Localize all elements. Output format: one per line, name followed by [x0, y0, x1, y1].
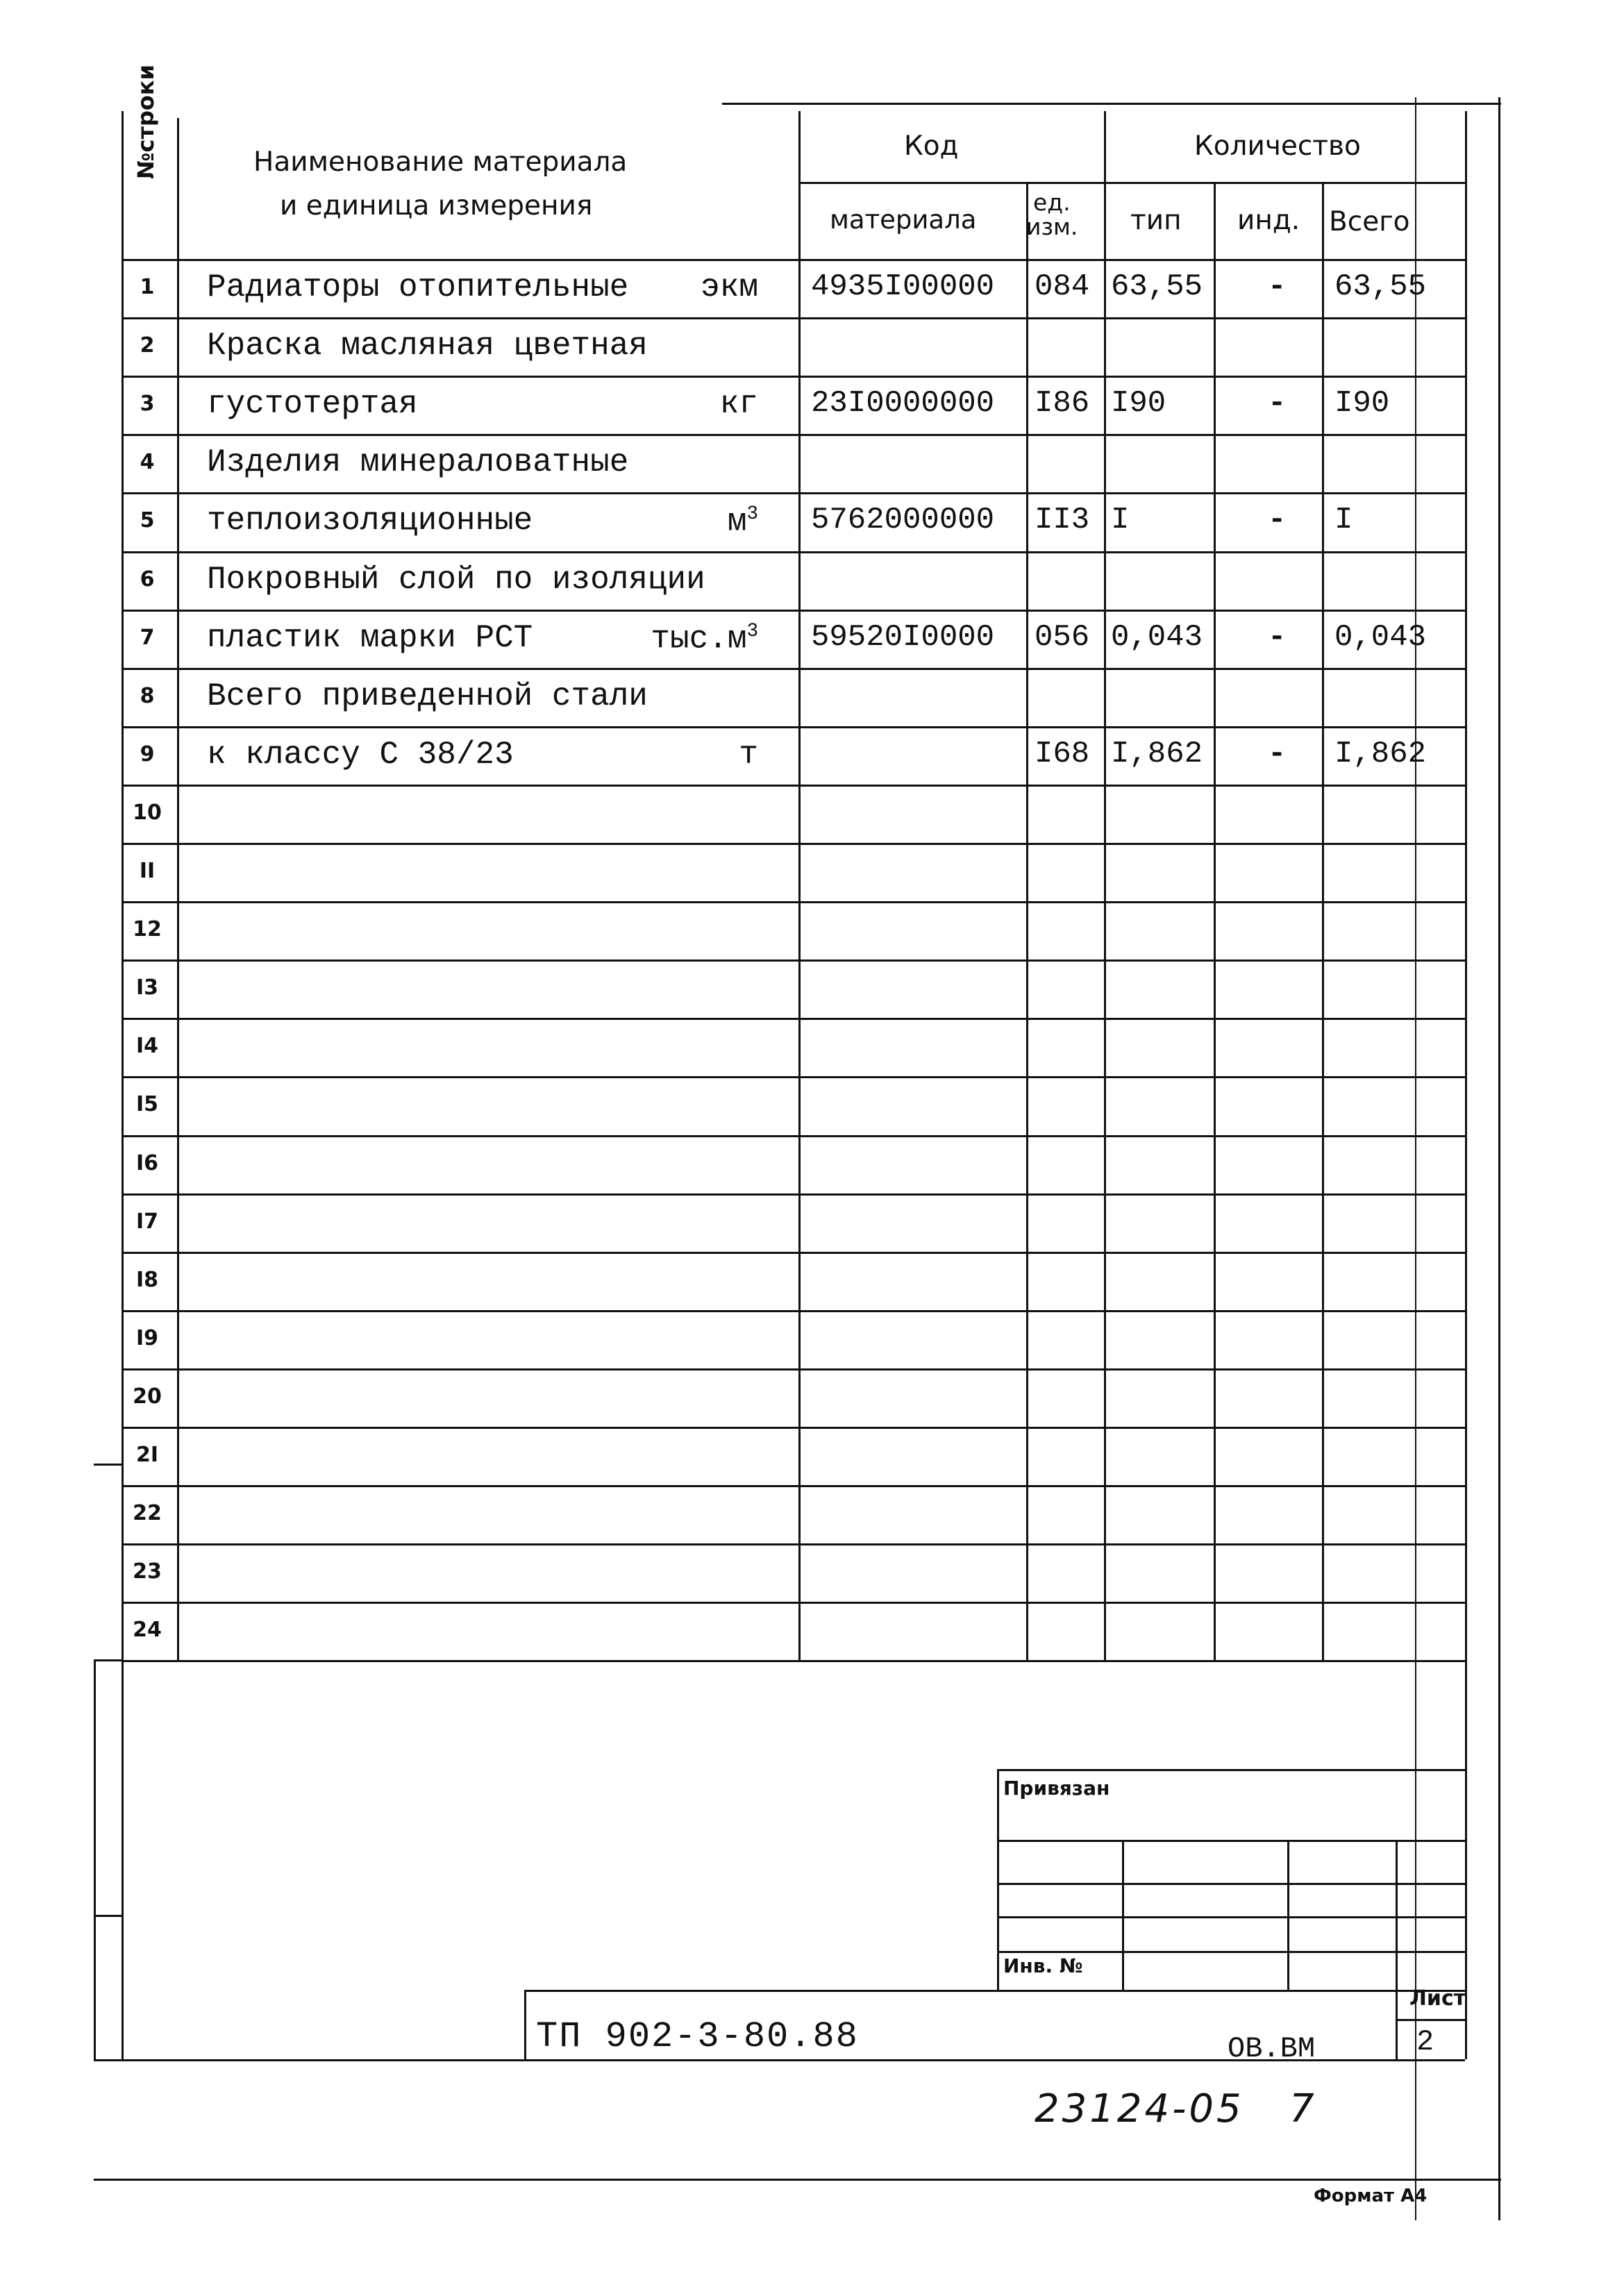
row-line [122, 1543, 1465, 1545]
row-number: 24 [133, 1618, 162, 1642]
unit-of-measure: кг [719, 386, 758, 422]
header-name-line1: Наименование материала [253, 146, 628, 178]
unit-of-measure: т [739, 737, 758, 773]
stamp-line [997, 1840, 1465, 1842]
stamp-title-left [524, 1990, 526, 2059]
col-line-unit [1026, 182, 1028, 1660]
qty-ind: - [1268, 620, 1287, 655]
row-number: 3 [140, 392, 155, 416]
frame-right-inner-line [1415, 97, 1416, 2220]
row-line [122, 843, 1465, 845]
row-number: I7 [135, 1209, 159, 1234]
row-line [122, 1485, 1465, 1487]
material-code: 5762000000 [811, 503, 995, 537]
header-name-line2: и единица измерения [280, 190, 593, 221]
col-line-code [798, 111, 801, 1660]
stamp-sheet-code: ОВ.ВМ [1228, 2032, 1316, 2065]
material-name: к классу С 38/23 [207, 737, 514, 773]
material-name: теплоизоляционные [207, 503, 533, 539]
row-number: 8 [140, 684, 155, 708]
row-number: 12 [133, 917, 162, 941]
stamp-top-line [997, 1769, 1465, 1771]
row-number: 20 [133, 1384, 162, 1409]
qty-total: I90 [1334, 386, 1390, 421]
col-line-qty [1104, 111, 1106, 1660]
qty-type: I [1111, 503, 1130, 537]
material-name: пластик марки РСТ [207, 620, 533, 656]
header-qty-ind: инд. [1237, 205, 1300, 236]
unit-of-measure: $м^3$ [727, 503, 758, 540]
unit-code: I68 [1035, 737, 1090, 771]
row-line [122, 726, 1465, 728]
frame-right-line [1498, 97, 1500, 2220]
material-name: Радиаторы отопительные [207, 269, 629, 305]
frame-left-line [122, 111, 124, 2059]
row-number: 23 [133, 1559, 162, 1584]
stamp-line [997, 1883, 1465, 1885]
header-quantity: Количество [1194, 131, 1361, 162]
row-number: I5 [135, 1092, 159, 1116]
unit-code: 056 [1035, 620, 1090, 655]
qty-type: 63,55 [1111, 269, 1203, 304]
qty-type: 0,043 [1111, 620, 1203, 655]
col-line-ind [1214, 182, 1216, 1660]
stamp-sheet-label: Лист [1409, 1986, 1466, 2011]
stamp-left-line [997, 1769, 999, 1991]
row-line [122, 901, 1465, 903]
row-line [122, 317, 1465, 319]
unit-of-measure: $тыс.м^3$ [651, 621, 758, 657]
row-line [122, 1368, 1465, 1371]
material-name: Изделия минераловатные [207, 444, 629, 480]
stamp-col [1122, 1840, 1124, 1991]
header-qty-type: тип [1130, 205, 1182, 236]
material-name: Краска масляная цветная [207, 328, 648, 364]
qty-type: I90 [1111, 386, 1166, 421]
stamp-line [997, 1951, 1465, 1953]
header-row-no: №строки [133, 64, 159, 179]
stamp-bound-label: Привязан [1003, 1777, 1110, 1800]
handwritten-number: 23124-05 7 [1035, 2086, 1317, 2131]
row-line [122, 1135, 1465, 1137]
row-line [122, 1018, 1465, 1020]
row-number: I8 [135, 1268, 159, 1292]
row-number: II [139, 859, 156, 883]
row-line [122, 551, 1465, 553]
row-number: I9 [135, 1326, 159, 1350]
header-code-material: материала [830, 205, 977, 235]
row-number: 10 [133, 801, 162, 825]
stamp-doc-code: ТП 902-3-80.88 [536, 2016, 859, 2057]
qty-type: I,862 [1111, 737, 1203, 771]
stamp-sheet-no: 2 [1416, 2025, 1434, 2059]
material-code: 23I0000000 [811, 386, 995, 421]
unit-code: I86 [1035, 386, 1090, 421]
qty-total: 63,55 [1334, 269, 1427, 304]
row-number: 4 [140, 450, 155, 474]
material-code: 4935I00000 [811, 269, 995, 304]
row-line [122, 1193, 1465, 1196]
unit-of-measure: экм [701, 269, 758, 305]
row-line [122, 434, 1465, 436]
row-number: I3 [135, 975, 159, 1000]
row-number: I6 [135, 1151, 159, 1175]
row-line [122, 1076, 1465, 1078]
qty-total: 0,043 [1334, 620, 1427, 655]
margin-mark [94, 1915, 122, 1917]
qty-total: I [1334, 503, 1353, 537]
header-sub-line [798, 182, 1465, 184]
qty-ind: - [1268, 503, 1287, 537]
row-number: 9 [140, 742, 155, 766]
row-number: 5 [140, 508, 155, 533]
row-line [122, 1310, 1465, 1312]
unit-code: 084 [1035, 269, 1090, 304]
margin-mark [94, 1659, 122, 1661]
row-line [122, 1660, 1465, 1662]
row-number: 2 [140, 333, 155, 358]
margin-mark [94, 1464, 122, 1466]
row-number: I4 [135, 1034, 159, 1058]
row-number: 2I [135, 1443, 159, 1467]
qty-ind: - [1268, 737, 1287, 771]
row-line [122, 1252, 1465, 1254]
row-line [122, 492, 1465, 494]
material-name: густотертая [207, 386, 418, 422]
col-line-total [1322, 182, 1324, 1660]
material-name: Всего приведенной стали [207, 678, 648, 714]
header-code-unit-1: ед. [1033, 189, 1071, 216]
qty-ind: - [1268, 269, 1287, 304]
row-line [122, 668, 1465, 670]
stamp-col [1396, 1840, 1398, 2059]
row-number: 22 [133, 1501, 162, 1525]
row-number: 1 [140, 275, 155, 299]
header-code: Код [904, 131, 959, 162]
qty-ind: - [1268, 386, 1287, 421]
stamp-col [1287, 1840, 1289, 1991]
row-line [122, 376, 1465, 378]
format-label: Формат А4 [1314, 2186, 1428, 2206]
stamp-line [997, 1916, 1465, 1918]
row-number: 7 [140, 626, 155, 650]
row-number: 6 [140, 567, 155, 592]
row-line [122, 785, 1465, 787]
unit-code: II3 [1035, 503, 1090, 537]
qty-total: I,862 [1334, 737, 1427, 771]
stamp-title-line [524, 1990, 1465, 1992]
row-line [122, 610, 1465, 612]
col-line-rownum [177, 118, 179, 1660]
frame-bottom-line [94, 2179, 1501, 2181]
row-line [122, 960, 1465, 962]
row-line [122, 1427, 1465, 1429]
header-code-unit-2: изм. [1026, 213, 1078, 240]
row-line [122, 1602, 1465, 1604]
material-code: 59520I0000 [811, 620, 995, 655]
margin-line [94, 1659, 96, 2059]
header-bottom-line [122, 259, 1465, 261]
header-qty-total: Всего [1329, 206, 1410, 237]
stamp-sheet-line [1396, 2019, 1465, 2021]
frame-top-line [722, 103, 1501, 105]
stamp-inv-label: Инв. № [1003, 1954, 1083, 1977]
material-name: Покровный слой по изоляции [207, 562, 705, 598]
col-line-right [1465, 111, 1467, 1660]
